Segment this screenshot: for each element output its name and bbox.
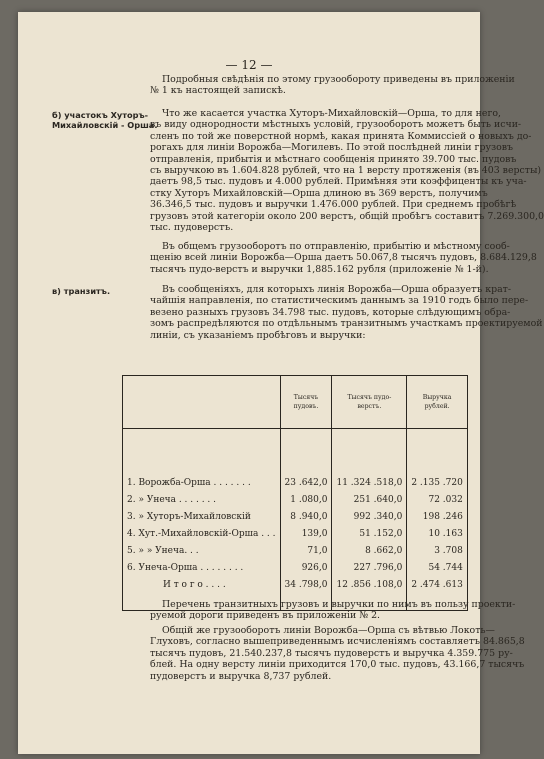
final-paragraph [150,625,525,682]
side-label-line: б) участокъ Хуторъ- [52,110,149,120]
text-line: № 1 къ настоящей запискѣ. [150,85,286,97]
row-pud: 71,0 [280,542,332,559]
transit-table [122,375,516,611]
text-line: линіи, съ указаніемъ пробѣговъ и выручки: [150,329,366,341]
table-row [123,508,468,525]
table-row [123,559,468,576]
row-pudverst: 227 .796,0 [332,559,407,576]
row-pudverst: 251 .640,0 [332,491,407,508]
summary-paragraph [150,241,537,275]
total-pud: 34 .798,0 [280,576,332,593]
text-line: пудоверстъ и выручка 8,737 рублей. [150,670,332,682]
row-name: 6. Унеча-Орша . . . . . . . . [123,559,281,576]
text-line: блей. На одну версту линіи приходится 170,0 тыс. пудовъ, 43.166,7 тысячъ [150,659,525,671]
table-row [123,491,468,508]
row-pudverst: 51 .152,0 [332,525,407,542]
row-rub: 2 .135 .720 [407,474,468,491]
row-name: 1. Ворожба-Орша . . . . . . . [123,474,281,491]
total-pudverst: 12 .856 .108,0 [332,576,407,593]
document-page [18,12,544,754]
intro-paragraph [150,74,515,97]
text-line: щенію всей линіи Ворожба—Орша даетъ 50.067,8 тысячъ пудовъ, 8.684.129,8 [150,252,537,264]
text-line: Общій же грузооборотъ линіи Ворожба—Орша съ вѣтвью Локоть— [162,625,495,636]
row-rub: 198 .246 [407,508,468,525]
section-v-label [52,286,110,296]
table-header-pudverst: Тысячъ пудо-верстъ. [332,376,407,429]
side-label-line: Михайловскій - Орша. [52,120,158,131]
row-name: 5. » » Унеча. . . [123,542,281,559]
text-line: тысячъ пудовъ, 21.540.237,8 тысячъ пудоверстъ и выручка 4.359.775 ру- [150,647,513,659]
row-pudverst: 992 .340,0 [332,508,407,525]
row-name: 3. » Хуторъ-Михайловскій [123,508,281,525]
text-line: стку Хуторъ Михайловскій—Орша длиною въ 369 верстъ, получимъ [150,187,488,199]
table-row [123,542,468,559]
section-b-label [52,110,157,131]
text-line: отправленія, прибытія и мѣстнаго сообщенія принято 39.700 тыс. пудовъ [150,153,517,165]
row-pud: 8 .940,0 [280,508,332,525]
row-name: 4. Хут.-Михайловскій-Орша . . . [123,525,281,542]
after-table-paragraph [150,599,516,622]
table-header-rub: Выручка рублей. [407,376,468,429]
section-v-paragraph [150,284,543,341]
row-rub: 10 .163 [407,525,468,542]
text-line: грузовъ этой категоріи около 200 верстъ, общій пробѣгъ составитъ 7.269.300,0 [150,210,544,222]
table-header-pud: Тысячъ пудовъ. [280,376,332,429]
row-rub: 3 .708 [407,542,468,559]
table-header-name [123,376,281,429]
text-line: Что же касается участка Хуторъ-Михайловскій—Орша, то для него, [162,108,502,119]
text-line: рогахъ для линіи Ворожба—Могилевъ. По этой послѣдней линіи грузовъ [150,142,513,154]
text-line: съ выручкою въ 1.604.828 рублей, что на 1 версту протяженія (въ 403 версты) [150,165,542,177]
text-line: даетъ 98,5 тыс. пудовъ и 4.000 рублей. Примѣняя эти коэффиценты къ уча- [150,176,527,188]
row-pud: 23 .642,0 [280,474,332,491]
text-line: тысячъ пудо-верстъ и выручки 1,885.162 рубля (приложеніе № 1-й). [150,263,489,275]
table-header-row [123,376,468,429]
text-line: зомъ распредѣляются по отдѣльнымъ транзитнымъ участкамъ проектируемой [150,318,543,330]
total-rub: 2 .474 .613 [407,576,468,593]
row-name: 2. » Унеча . . . . . . . [123,491,281,508]
text-line: чайшія направленія, по статистическимъ даннымъ за 1910 годъ было пере- [150,295,529,307]
text-line: Въ общемъ грузооборотъ по отправленію, прибытію и мѣстному сооб- [162,241,510,252]
side-label-line: в) транзитъ. [52,286,111,296]
table-total-row [123,576,468,593]
text-line: Подробныя свѣдѣнія по этому грузообороту приведены въ приложеніи [162,74,515,85]
row-pud: 1 .080,0 [280,491,332,508]
row-pudverst: 8 .662,0 [332,542,407,559]
total-label: И т о г о . . . . [123,576,281,593]
page-number: — 12 — [225,58,273,72]
row-rub: 72 .032 [407,491,468,508]
row-pud: 139,0 [280,525,332,542]
text-line: въ виду однородности мѣстныхъ условій, грузооборотъ можетъ быть исчи- [150,119,522,131]
text-line: 36.346,5 тыс. пудовъ и выручки 1.476.000 рублей. При среднемъ пробѣгѣ [150,199,517,211]
text-line: руемой дороги приведенъ въ приложеніи № 2. [150,610,381,622]
table-row [123,474,468,491]
text-line: сленъ по той же поверстной нормѣ, какая принята Коммиссіей о новыхъ до- [150,130,532,142]
table-spacer-row [123,429,468,475]
row-pud: 926,0 [280,559,332,576]
text-line: везено разныхъ грузовъ 34.798 тыс. пудовъ, которые слѣдующимъ обра- [150,306,511,318]
text-line: Перечень транзитныхъ грузовъ и выручки по нимъ въ пользу проекти- [162,599,516,610]
row-rub: 54 .744 [407,559,468,576]
row-pudverst: 11 .324 .518,0 [332,474,407,491]
table-row [123,525,468,542]
text-line: Глуховъ, согласно вышеприведеннымъ исчисленіямъ составляетъ 84.865,8 [150,636,525,648]
section-b-paragraph [150,108,544,234]
text-line: Въ сообщеніяхъ, для которыхъ линія Ворожба—Орша образуетъ крат- [162,284,512,295]
text-line: тыс. пудоверстъ. [150,222,234,234]
